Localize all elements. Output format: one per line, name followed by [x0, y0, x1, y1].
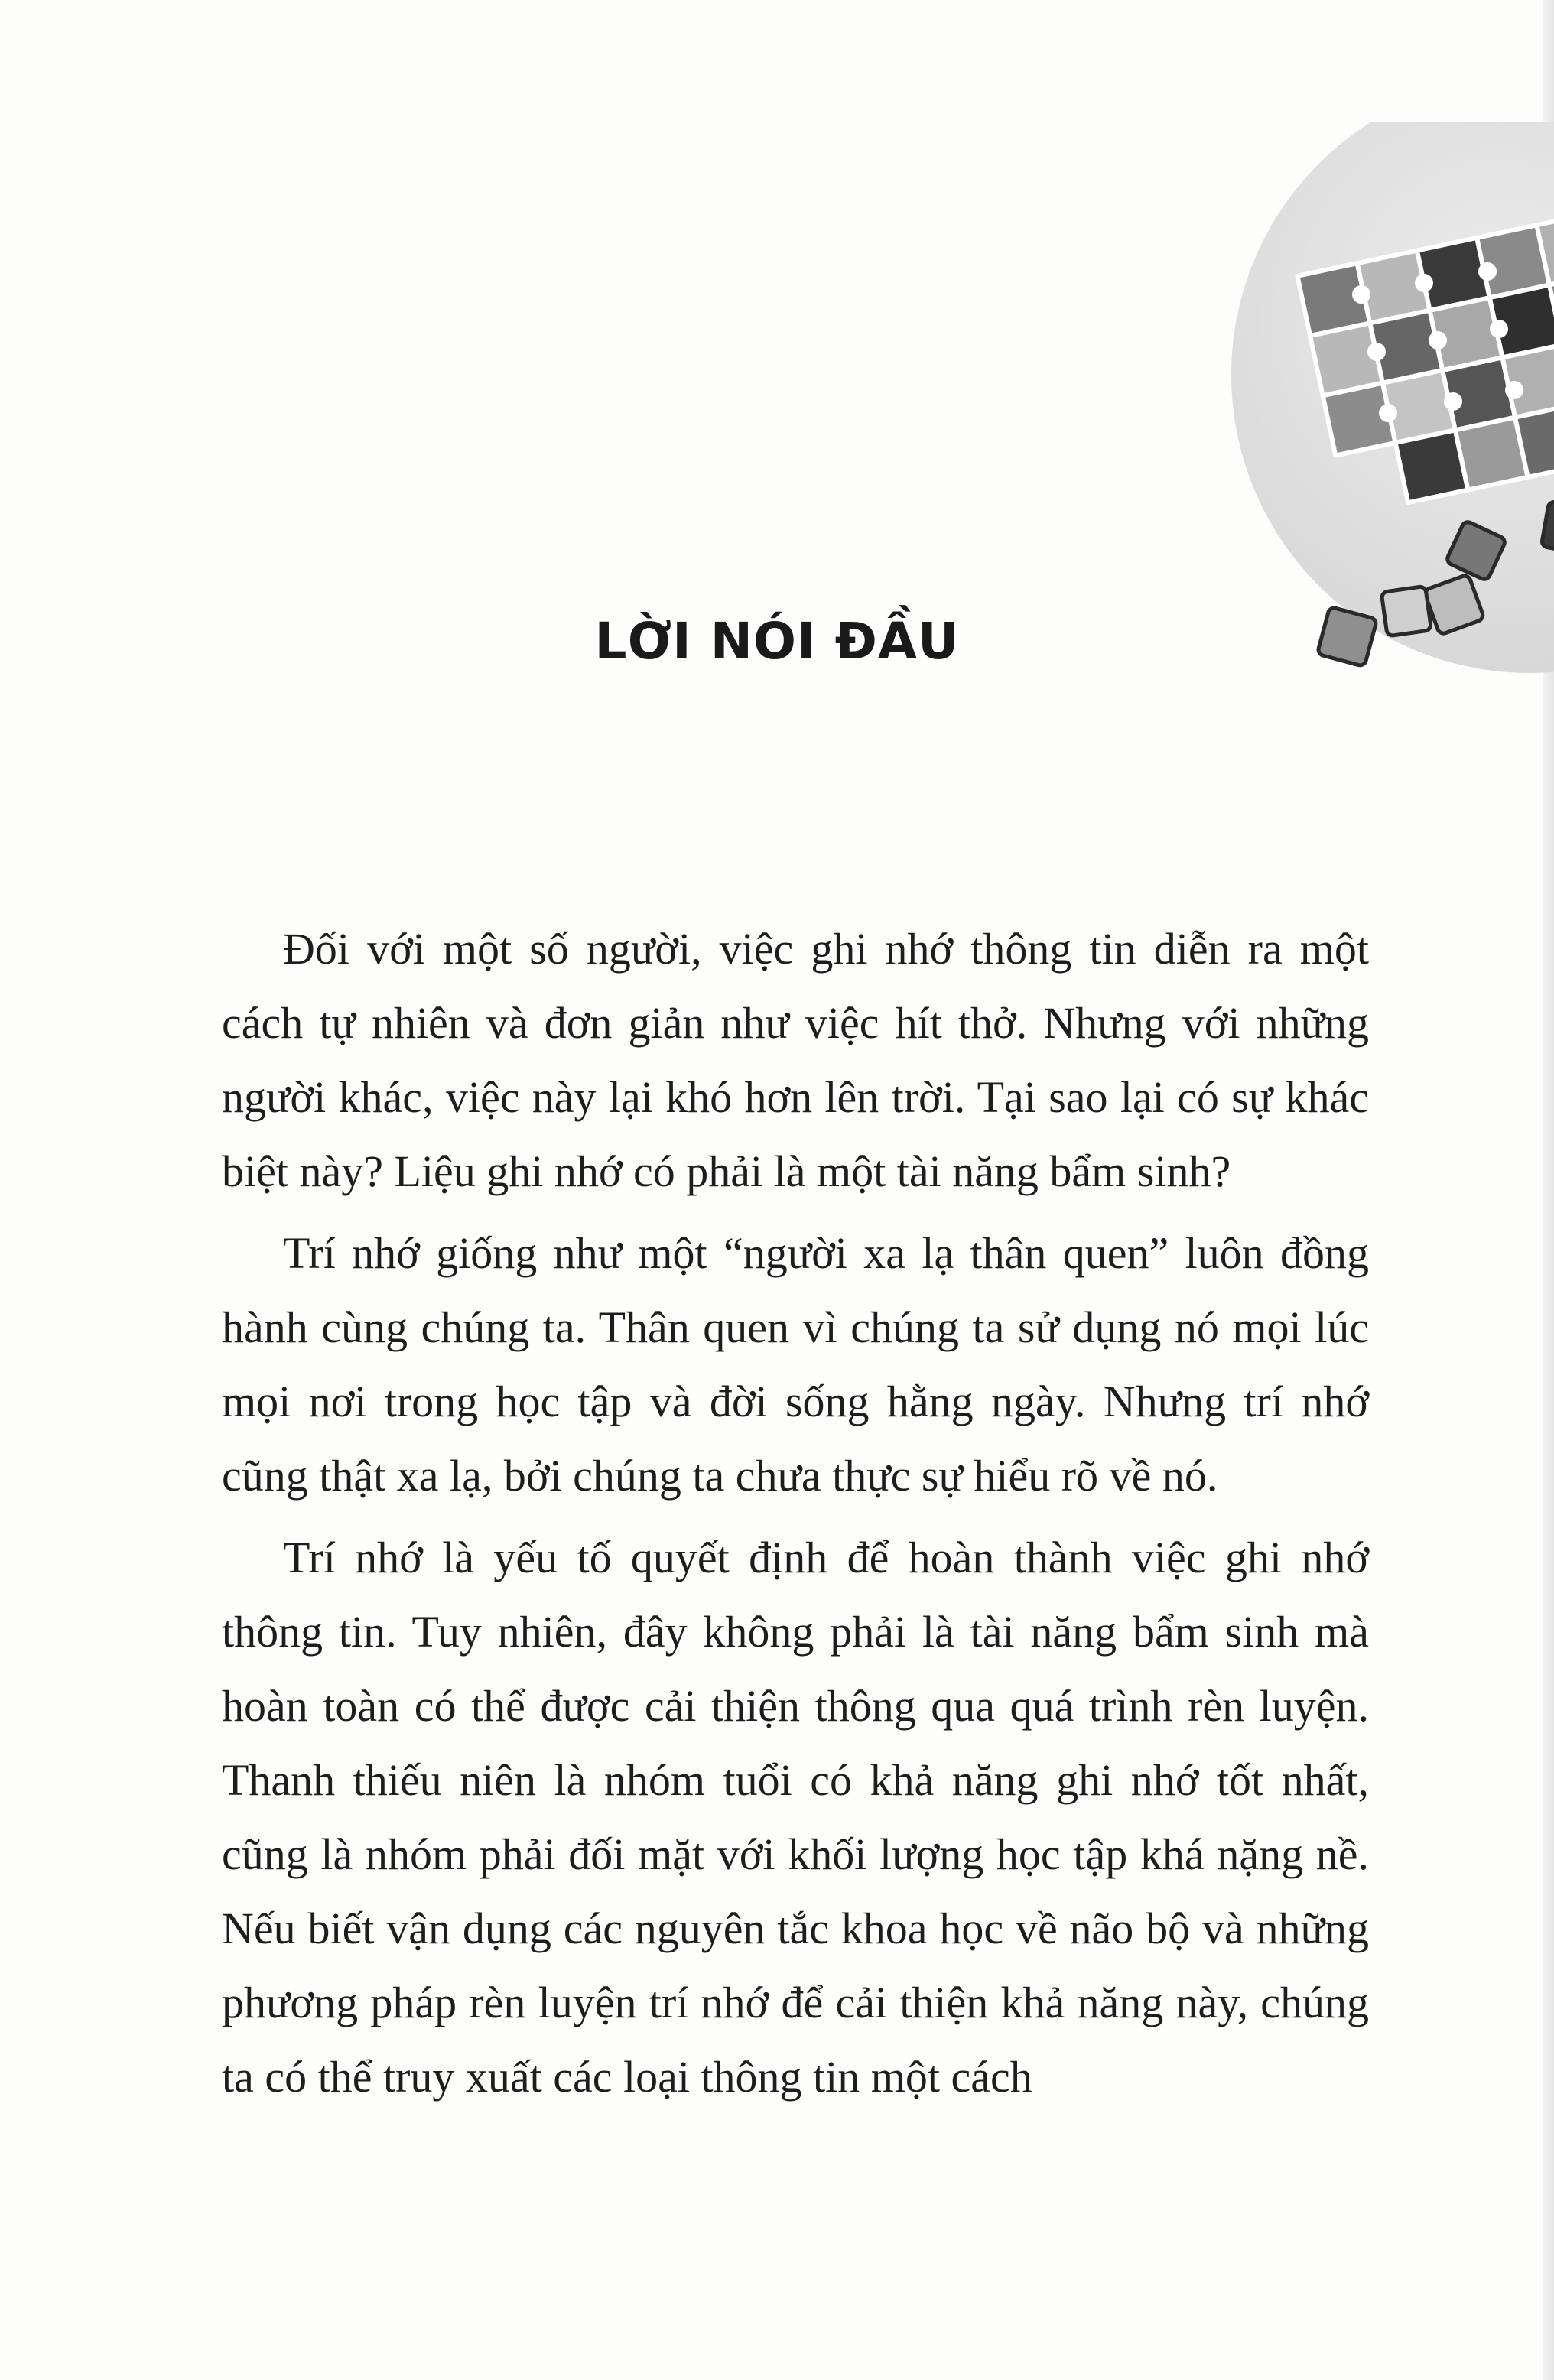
paragraph: Đối với một số người, việc ghi nhớ thông tin diễn ra một cách tự nhiên và đơn giản như việc hít thở. Nhưng với những người khác, việc này lại khó hơn lên trời. Tại sao lại có sự khác biệt này? Liệu ghi nhớ có phải là một tài năng bẩm sinh?	[222, 924, 1369, 1196]
paragraph: Trí nhớ giống như một “người xa lạ thân quen” luôn đồng hành cùng chúng ta. Thân quen vì chúng ta sử dụng nó mọi lúc mọi nơi trong học tập và đời sống hằng ngày. Nhưng trí nhớ cũng thật xa lạ, bởi chúng ta chưa thực sự hiểu rõ về nó.	[222, 1228, 1369, 1501]
paragraph: Trí nhớ là yếu tố quyết định để hoàn thành việc ghi nhớ thông tin. Tuy nhiên, đây không phải là tài năng bẩm sinh mà hoàn toàn có thể được cải thiện thông qua quá trình rèn luyện. Thanh thiếu niên là nhóm tuổi có khả năng ghi nhớ tốt nhất, cũng là nhóm phải đối mặt với khối lượng học tập khá nặng nề. Nếu biết vận dụng các nguyên tắc khoa học về não bộ và những phương pháp rèn luyện trí nhớ để cải thiện khả năng này, chúng ta có thể truy xuất các loại thông tin một cách	[222, 1533, 1369, 2102]
puzzle-pieces-icon	[1224, 122, 1554, 688]
page-title: LỜI NÓI ĐẦU	[594, 612, 960, 671]
body-text	[222, 912, 1369, 2122]
